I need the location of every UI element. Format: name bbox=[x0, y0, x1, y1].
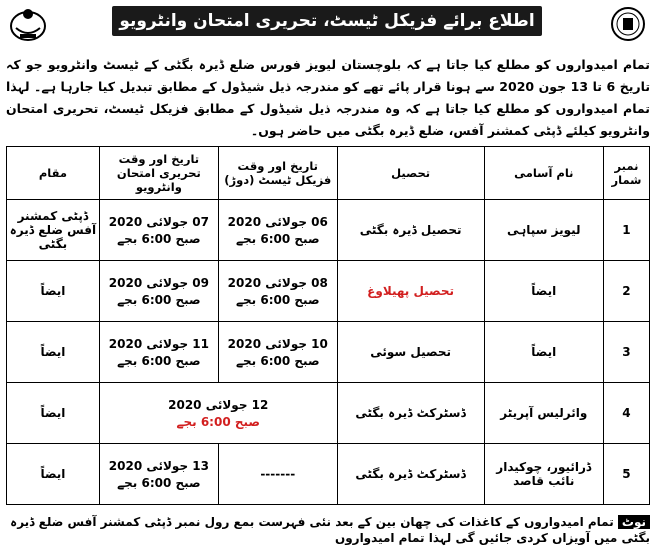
cell-physical: ------- bbox=[218, 444, 337, 505]
cell-tehsil: تحصیل ڈیرہ بگٹی bbox=[337, 200, 484, 261]
cell-no: 4 bbox=[603, 383, 649, 444]
cell-location: ایضاً bbox=[7, 444, 100, 505]
written-time: صبح 6:00 بجے bbox=[117, 292, 201, 307]
cell-name: وائرلیس آپریٹر bbox=[484, 383, 603, 444]
cell-tehsil: تحصیل سوئی bbox=[337, 322, 484, 383]
col-location: مقام bbox=[7, 147, 100, 200]
written-date: 07 جولائی 2020 bbox=[108, 214, 209, 229]
cell-tehsil: تحصیل پھیلاوغ bbox=[337, 261, 484, 322]
balochistan-emblem-icon bbox=[8, 6, 48, 42]
cell-name: ایضاً bbox=[484, 322, 603, 383]
written-time: صبح 6:00 بجے bbox=[117, 231, 201, 246]
merged-time: صبح 6:00 بجے bbox=[176, 414, 261, 429]
cell-location: ڈپٹی کمشنر آفس ضلع ڈیرہ بگٹی bbox=[7, 200, 100, 261]
col-written: تاریخ اور وقت تحریری امتحان وانٹرویو bbox=[99, 147, 218, 200]
note-text: تمام امیدواروں کے کاغذات کی چھان بین کے بعد نئی فہرست بمع رول نمبر ڈپٹی کمشنر آفس ضلع ڈیرہ بگٹی میں آویزاں کردی جائیں گی لہذا تمام امیدواروں bbox=[10, 515, 650, 545]
written-date: 11 جولائی 2020 bbox=[108, 336, 209, 351]
cell-no: 5 bbox=[603, 444, 649, 505]
col-no: نمبر شمار bbox=[603, 147, 649, 200]
written-date: 09 جولائی 2020 bbox=[108, 275, 209, 290]
cell-no: 1 bbox=[603, 200, 649, 261]
intro-paragraph: تمام امیدواروں کو مطلع کیا جاتا ہے کہ بلوچستان لیویز فورس ضلع ڈیرہ بگٹی کے ٹیسٹ وانٹرویو جو کہ تاریخ 6 تا 13 جون 2020 سے ہونا قرار پائے تھے کو مندرجہ ذیل شیڈول کے مطابق تبدیل کیا جارہا ہے۔ لہذا تمام امیدواروں کو مطلع کیا جاتا ہے کہ وہ مندرجہ ذیل شیڈول کے مطابق فزیکل ٹیسٹ، تحریری امتحان وانٹرویو کیلئے ڈپٹی کمشنر آفس، ضلع ڈیرہ بگٹی میں حاضر ہوں۔ bbox=[6, 57, 651, 138]
table-row bbox=[7, 322, 650, 383]
cell-name: لیویز سپاہی bbox=[484, 200, 603, 261]
cell-written bbox=[99, 322, 218, 383]
merged-date: 12 جولائی 2020 bbox=[168, 397, 269, 412]
cell-tehsil: ڈسٹرکٹ ڈیرہ بگٹی bbox=[337, 444, 484, 505]
cell-no: 2 bbox=[603, 261, 649, 322]
cell-location: ایضاً bbox=[7, 322, 100, 383]
table-row bbox=[7, 200, 650, 261]
table-row bbox=[7, 444, 650, 505]
cell-location: ایضاً bbox=[7, 261, 100, 322]
cell-no: 3 bbox=[603, 322, 649, 383]
physical-date: 08 جولائی 2020 bbox=[227, 275, 328, 290]
cell-name: ایضاً bbox=[484, 261, 603, 322]
written-time: صبح 6:00 بجے bbox=[117, 353, 201, 368]
table-row bbox=[7, 383, 650, 444]
cell-written bbox=[99, 261, 218, 322]
cell-written bbox=[99, 200, 218, 261]
written-date: 13 جولائی 2020 bbox=[108, 458, 209, 473]
physical-time: صبح 6:00 بجے bbox=[235, 231, 320, 246]
cell-physical bbox=[218, 261, 337, 322]
table-header-row bbox=[7, 147, 650, 200]
physical-date: 10 جولائی 2020 bbox=[227, 336, 328, 351]
cell-physical bbox=[218, 322, 337, 383]
note-label: نوٹ bbox=[618, 515, 650, 529]
schedule-table bbox=[6, 146, 650, 505]
cell-tehsil: ڈسٹرکٹ ڈیرہ بگٹی bbox=[337, 383, 484, 444]
physical-time: صبح 6:00 بجے bbox=[235, 353, 320, 368]
cell-written bbox=[99, 444, 218, 505]
footer-note bbox=[6, 514, 650, 546]
col-physical: تاریخ اور وقت فزیکل ٹیسٹ (دوڑ) bbox=[218, 147, 337, 200]
cell-merged-date bbox=[99, 383, 337, 444]
col-tehsil: تحصیل bbox=[337, 147, 484, 200]
physical-date: 06 جولائی 2020 bbox=[227, 214, 328, 229]
cell-physical bbox=[218, 200, 337, 261]
written-time: صبح 6:00 بجے bbox=[117, 475, 201, 490]
cell-name: ڈرائیور، چوکیدار نائب قاصد bbox=[484, 444, 603, 505]
physical-time: صبح 6:00 بجے bbox=[235, 292, 320, 307]
notice-title: اطلاع برائے فزیکل ٹیسٹ، تحریری امتحان وانٹرویو bbox=[112, 6, 542, 36]
header bbox=[0, 0, 654, 46]
col-name: نام آسامی bbox=[484, 147, 603, 200]
cell-location: ایضاً bbox=[7, 383, 100, 444]
levies-seal-icon bbox=[608, 6, 648, 42]
table-row bbox=[7, 261, 650, 322]
